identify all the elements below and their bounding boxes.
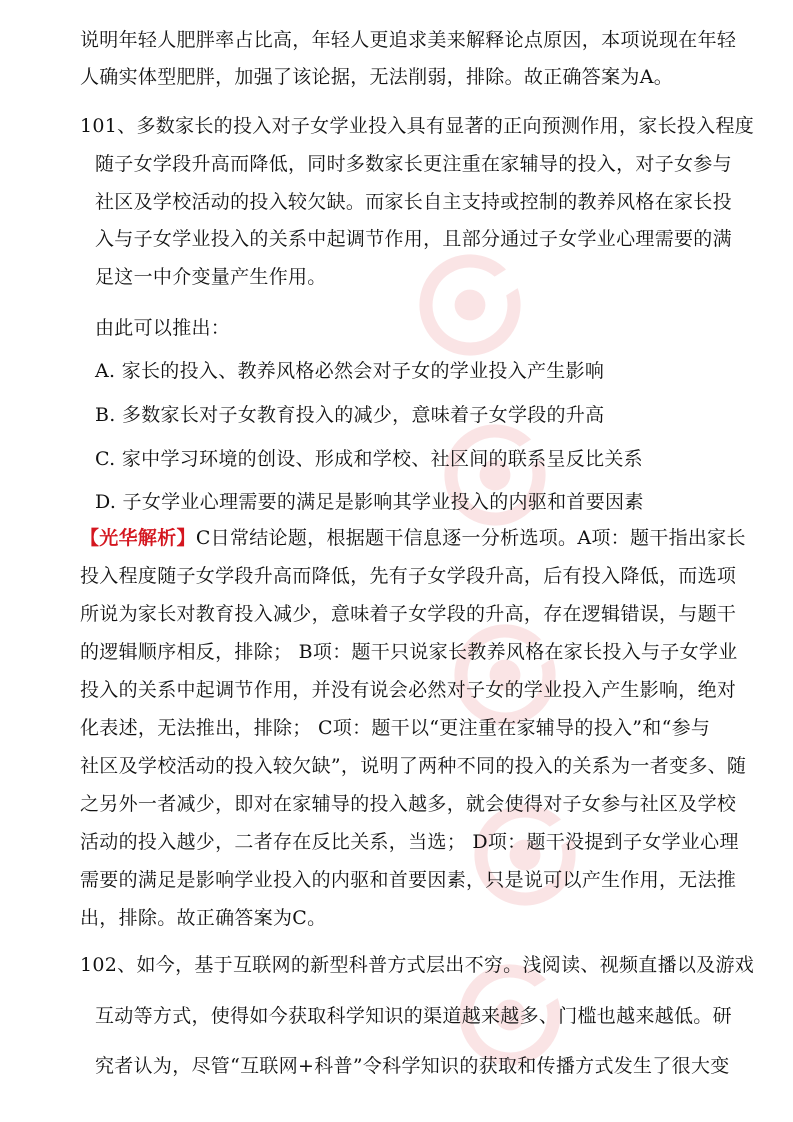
text-line: 投入的关系中起调节作用，并没有说会必然对子女的学业投入产生影响，绝对 bbox=[80, 679, 737, 701]
text-line: 互动等方式，使得如今获取科学知识的渠道越来越多、门槛也越来越低。研 bbox=[95, 1005, 732, 1027]
option-a: A. 家长的投入、教养风格必然会对子女的学业投入产生影响 bbox=[95, 360, 605, 382]
analysis-text: C日常结论题，根据题干信息逐一分析选项。A项：题干指出家长 bbox=[195, 527, 746, 549]
text-line: 所说为家长对教育投入减少，意味着子女学段的升高，存在逻辑错误，与题干 bbox=[80, 603, 737, 625]
text-line: 出，排除。故正确答案为C。 bbox=[80, 907, 327, 929]
question-102-stem: 102、如今，基于互联网的新型科普方式层出不穷。浅阅读、视频直播以及游戏 bbox=[80, 954, 755, 976]
text-line: 化表述，无法推出，排除； C项：题干以“更注重在家辅导的投入”和“参与 bbox=[80, 717, 711, 739]
text-line: 活动的投入越少，二者存在反比关系，当选； D项：题干没提到子女学业心理 bbox=[80, 831, 739, 853]
analysis-line bbox=[80, 526, 746, 550]
text-line: 说明年轻人肥胖率占比高，年轻人更追求美来解释论点原因，本项说现在年轻 bbox=[80, 29, 737, 51]
text-line: 究者认为，尽管“互联网+科普”令科学知识的获取和传播方式发生了很大变 bbox=[95, 1055, 730, 1077]
analysis-tag: 【光华解析】 bbox=[80, 527, 196, 549]
text-line: 入与子女学业投入的关系中起调节作用，且部分通过子女学业心理需要的满 bbox=[95, 228, 732, 250]
text-line: 投入程度随子女学段升高而降低，先有子女学段升高，后有投入降低，而选项 bbox=[80, 565, 737, 587]
text-line: 人确实体型肥胖，加强了该论据，无法削弱，排除。故正确答案为A。 bbox=[80, 66, 674, 88]
question-101-stem: 101、多数家长的投入对子女学业投入具有显著的正向预测作用，家长投入程度 bbox=[80, 115, 755, 137]
option-d: D. 子女学业心理需要的满足是影响其学业投入的内驱和首要因素 bbox=[95, 491, 644, 513]
question-prompt: 由此可以推出： bbox=[95, 317, 231, 339]
text-line: 随子女学段升高而降低，同时多数家长更注重在家辅导的投入，对子女参与 bbox=[95, 153, 732, 175]
text-line: 足这一中介变量产生作用。 bbox=[95, 266, 327, 288]
option-c: C. 家中学习环境的创设、形成和学校、社区间的联系呈反比关系 bbox=[95, 448, 643, 470]
option-b: B. 多数家长对子女教育投入的减少，意味着子女学段的升高 bbox=[95, 404, 605, 426]
text-line: 社区及学校活动的投入较欠缺”，说明了两种不同的投入的关系为一者变多、随 bbox=[80, 755, 747, 777]
text-line: 的逻辑顺序相反，排除； B项：题干只说家长教养风格在家长投入与子女学业 bbox=[80, 641, 738, 663]
text-line: 需要的满足是影响学业投入的内驱和首要因素，只是说可以产生作用，无法推 bbox=[80, 869, 737, 891]
text-line: 之另外一者减少，即对在家辅导的投入越多，就会使得对子女参与社区及学校 bbox=[80, 793, 737, 815]
text-line: 社区及学校活动的投入较欠缺。而家长自主支持或控制的教养风格在家长投 bbox=[95, 191, 732, 213]
